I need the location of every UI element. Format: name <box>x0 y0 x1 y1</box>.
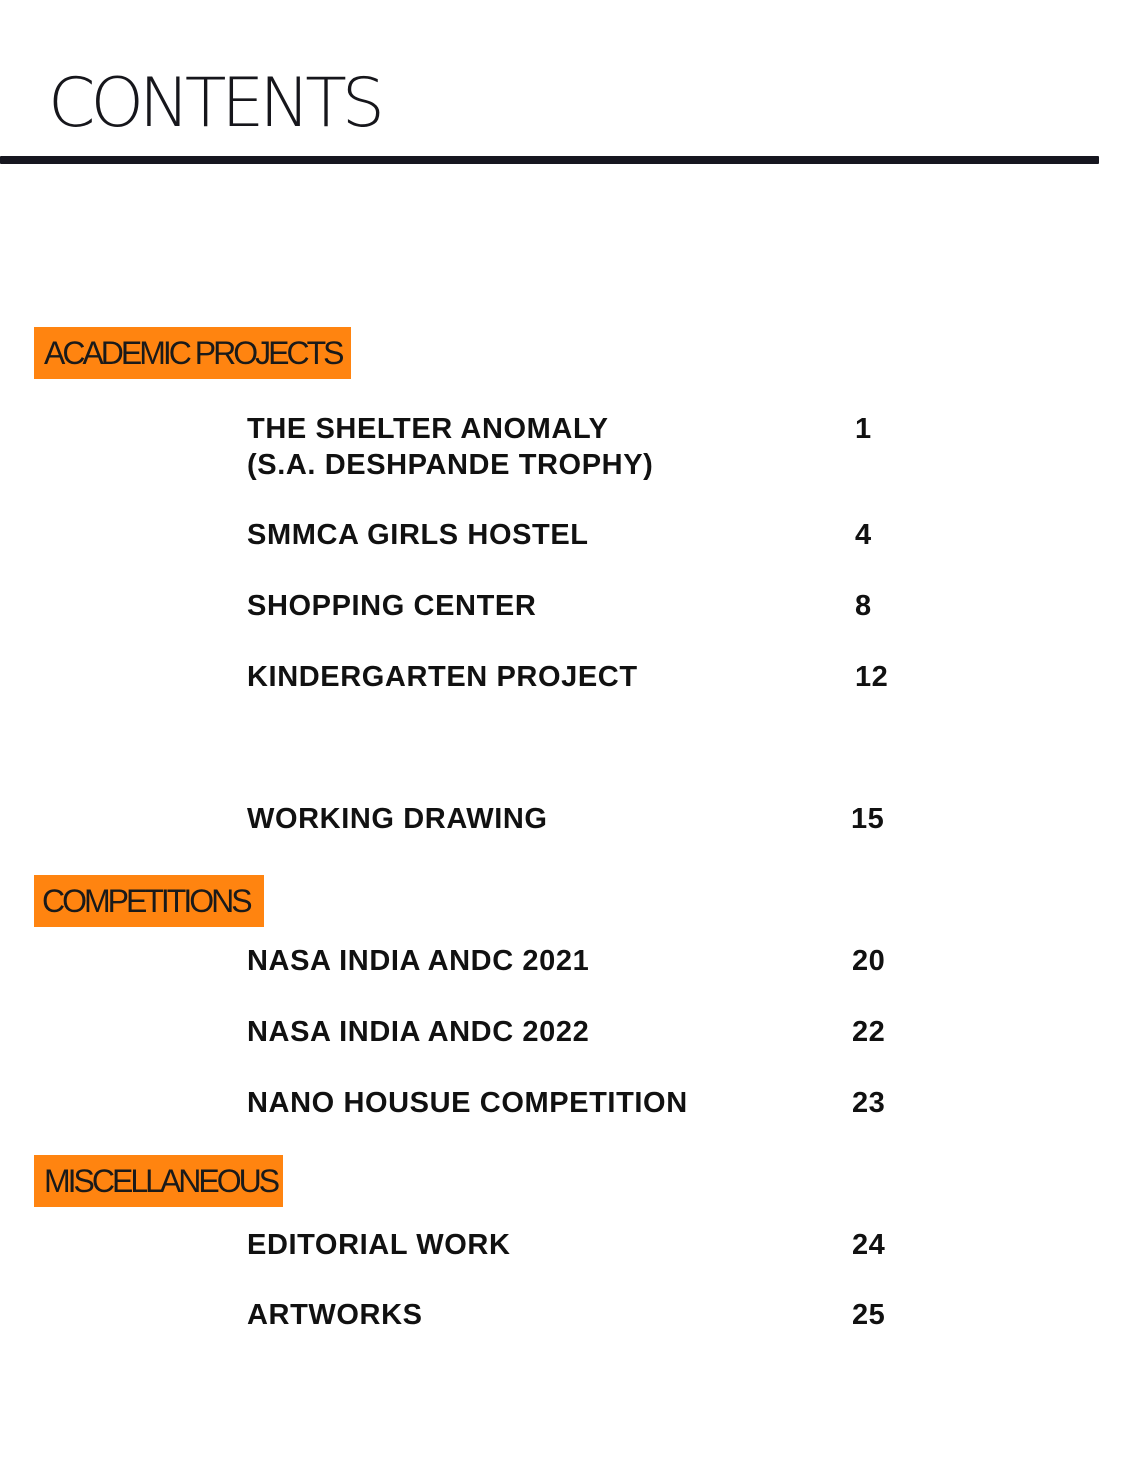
toc-page-number: 12 <box>855 661 889 693</box>
toc-entry-artworks[interactable]: ARTWORKS <box>247 1299 423 1331</box>
toc-entry-subtitle-line: (S.A. DESHPANDE TROPHY) <box>247 449 654 481</box>
title-divider <box>0 156 1099 164</box>
toc-page-number: 15 <box>851 803 885 835</box>
toc-entry-title-line: THE SHELTER ANOMALY <box>247 413 609 445</box>
toc-page-number: 24 <box>852 1229 886 1261</box>
toc-page-number: 23 <box>852 1087 886 1119</box>
toc-entry-kindergarten-project[interactable]: KINDERGARTEN PROJECT <box>247 661 638 693</box>
page-title: CONTENTS <box>48 64 380 143</box>
toc-page-number: 22 <box>852 1016 886 1048</box>
toc-page-number: 25 <box>852 1299 886 1331</box>
section-tag-academic-projects: ACADEMIC PROJECTS <box>34 327 351 379</box>
section-tag-competitions: COMPETITIONS <box>34 875 264 927</box>
toc-page-number: 20 <box>852 945 886 977</box>
toc-entry-nano-house-competition[interactable]: NANO HOUSUE COMPETITION <box>247 1087 688 1119</box>
toc-entry-girls-hostel[interactable]: SMMCA GIRLS HOSTEL <box>247 519 589 551</box>
toc-entry-nasa-andc-2021[interactable]: NASA INDIA ANDC 2021 <box>247 945 590 977</box>
toc-entry-editorial-work[interactable]: EDITORIAL WORK <box>247 1229 511 1261</box>
toc-page-number: 4 <box>855 519 872 551</box>
section-tag-miscellaneous: MISCELLANEOUS <box>34 1155 283 1207</box>
toc-entry-shopping-center[interactable]: SHOPPING CENTER <box>247 590 537 622</box>
toc-entry-working-drawing[interactable]: WORKING DRAWING <box>247 803 548 835</box>
toc-page-number: 1 <box>855 413 872 445</box>
toc-page-number: 8 <box>855 590 872 622</box>
toc-entry-nasa-andc-2022[interactable]: NASA INDIA ANDC 2022 <box>247 1016 590 1048</box>
toc-entry-shelter-anomaly[interactable] <box>247 411 653 483</box>
